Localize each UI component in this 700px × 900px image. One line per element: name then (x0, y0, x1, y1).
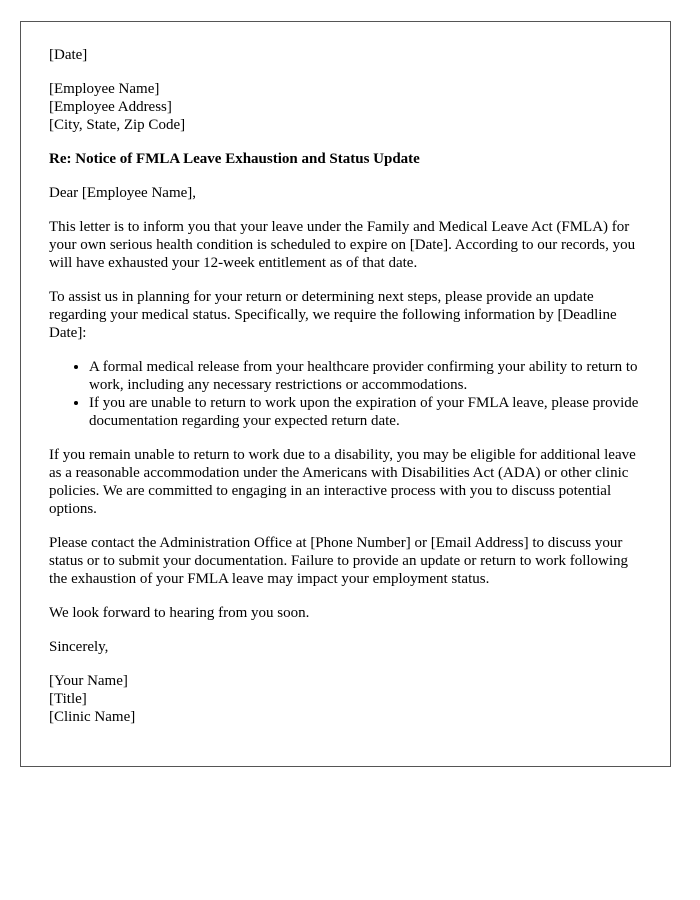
body-paragraph-request: To assist us in planning for your return or determining next steps, please provide an update regarding your medical status. Specifically, we require the following information by [Deadline Date]: (49, 289, 617, 341)
letter-page (20, 21, 671, 767)
letter-salutation: Dear [Employee Name], (49, 185, 197, 201)
signature-block (49, 672, 650, 726)
signature-name: [Your Name] (49, 673, 128, 689)
requirements-list (49, 358, 650, 430)
body-paragraph-ada: If you remain unable to return to work due to a disability, you may be eligible for additional leave as a reasonable accommodation under the Americans with Disabilities Act (ADA) or other clinic policies. We are committed to engaging in an interactive process with you to discuss potential options. (49, 447, 636, 517)
body-paragraph-intro: This letter is to inform you that your leave under the Family and Medical Leave Act (FMLA) for your own serious health condition is scheduled to expire on [Date]. According to our records, you will have exhausted your 12-week entitlement as of that date. (49, 219, 636, 271)
body-paragraph-closing-remark: We look forward to hearing from you soon. (49, 605, 310, 621)
signature-clinic: [Clinic Name] (49, 709, 136, 725)
recipient-block (49, 80, 650, 134)
body-paragraph-contact: Please contact the Administration Office at [Phone Number] or [Email Address] to discuss your status or to submit your documentation. Failure to provide an update or return to work following the exhaustion of your FMLA leave may impact your employment status. (49, 535, 629, 587)
requirement-item-medical-release: • A formal medical release from your healthcare provider confirming your ability to return to work, including any necessary restrictions or accommodations. (89, 358, 650, 394)
letter-closing: Sincerely, (49, 639, 109, 655)
recipient-name: [Employee Name] (49, 81, 160, 97)
recipient-address: [Employee Address] (49, 99, 172, 115)
signature-title: [Title] (49, 691, 87, 707)
requirement-item-return-date: • If you are unable to return to work upon the expiration of your FMLA leave, please provide documentation regarding your expected return date. (89, 394, 650, 430)
recipient-city-line: [City, State, Zip Code] (49, 117, 186, 133)
letter-date: [Date] (49, 47, 88, 63)
letter-subject: Re: Notice of FMLA Leave Exhaustion and Status Update (49, 151, 420, 167)
